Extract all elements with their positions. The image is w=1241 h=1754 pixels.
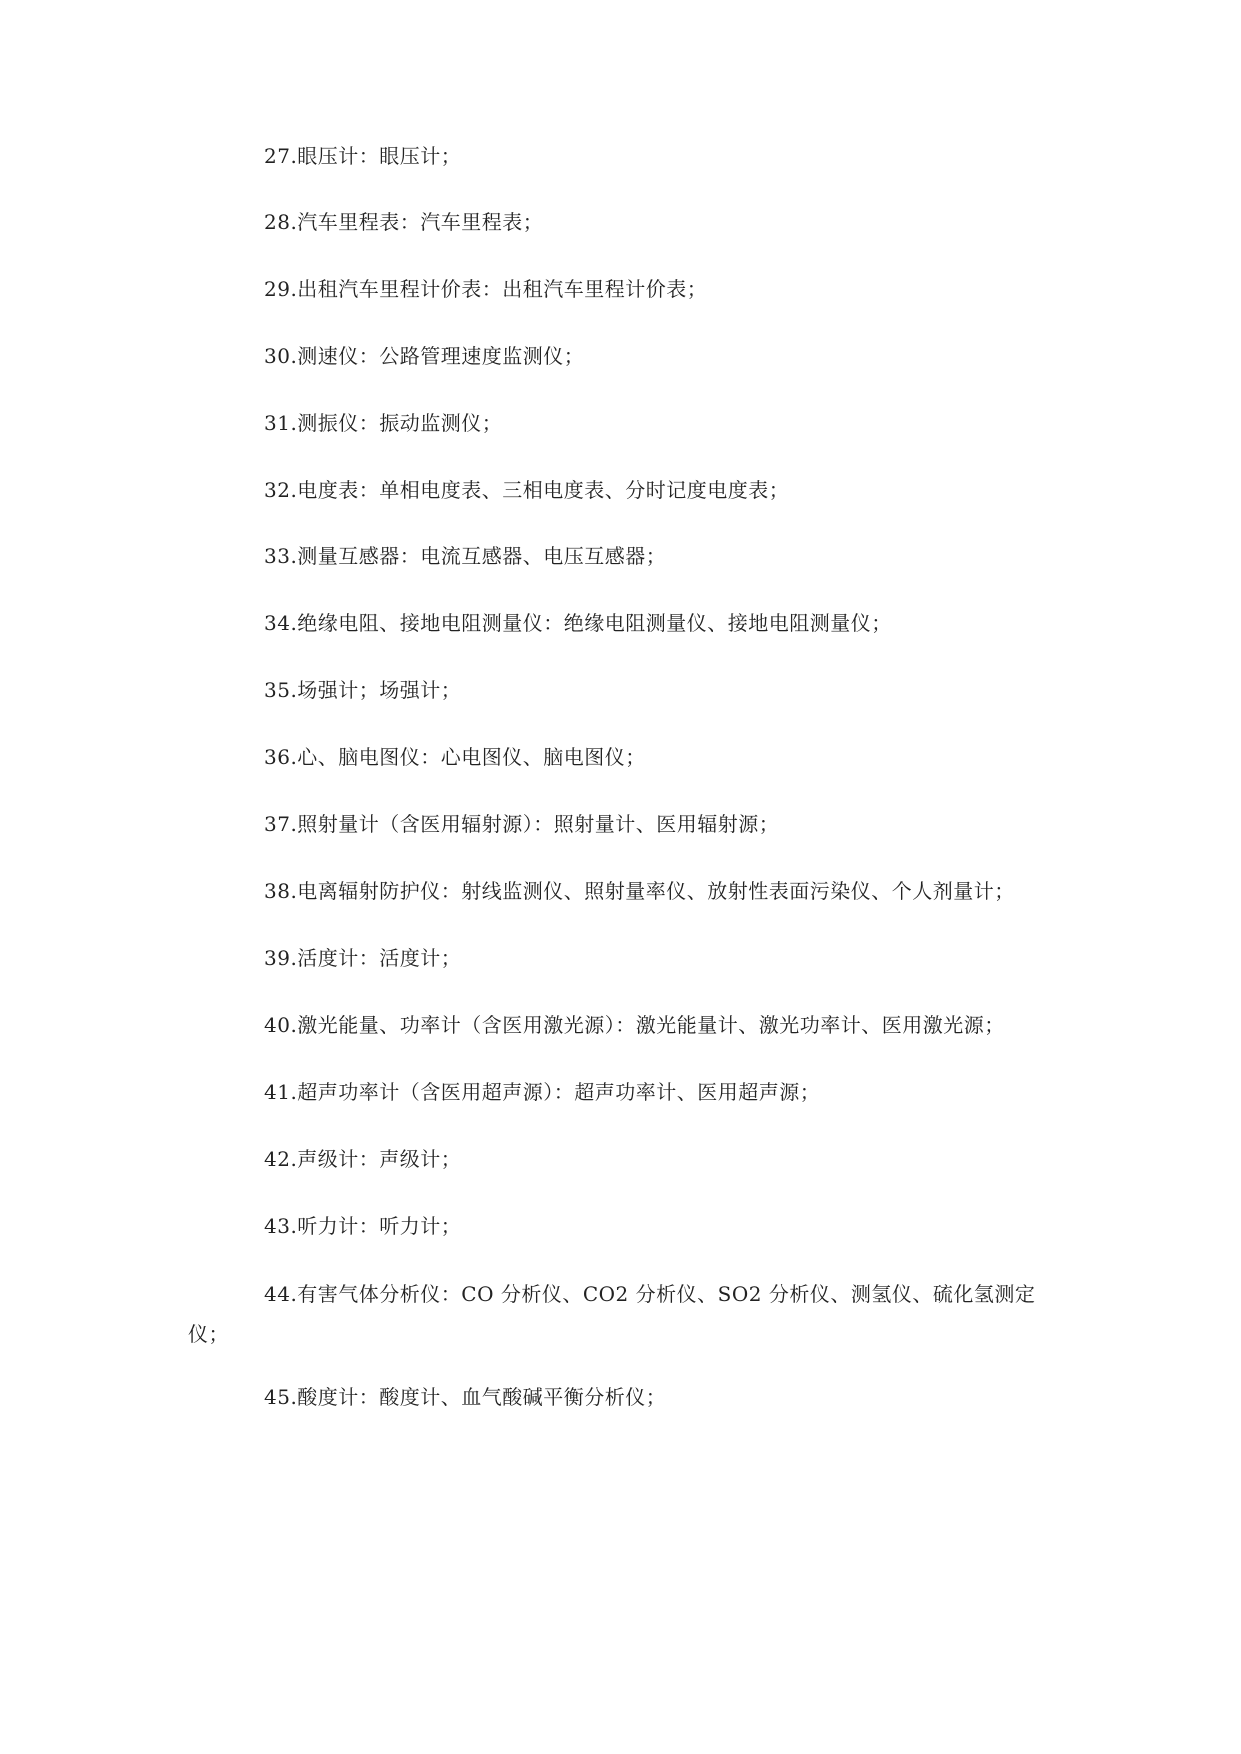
list-item: 39.活度计：活度计； [264,946,462,970]
list-item: 43.听力计：听力计； [264,1214,462,1238]
list-item: 40.激光能量、功率计（含医用激光源）：激光能量计、激光功率计、医用激光源； [264,1013,1005,1037]
list-item: 30.测速仪：公路管理速度监测仪； [264,344,585,368]
list-item: 42.声级计：声级计； [264,1147,462,1171]
list-item: 37.照射量计（含医用辐射源）：照射量计、医用辐射源； [264,812,780,836]
list-item: 31.测振仪：振动监测仪； [264,411,503,435]
list-item: 44.有害气体分析仪：CO 分析仪、CO2 分析仪、SO2 分析仪、测氢仪、硫化氢测定仪； [188,1282,1036,1346]
list-item: 27.眼压计：眼压计； [264,144,462,168]
list-item: 41.超声功率计（含医用超声源）：超声功率计、医用超声源； [264,1080,821,1104]
list-item: 28.汽车里程表：汽车里程表； [264,210,544,234]
list-item: 35.场强计；场强计； [264,678,462,702]
list-item: 34.绝缘电阻、接地电阻测量仪：绝缘电阻测量仪、接地电阻测量仪； [264,611,892,635]
list-item: 36.心、脑电图仪：心电图仪、脑电图仪； [264,745,646,769]
list-item: 45.酸度计：酸度计、血气酸碱平衡分析仪； [264,1385,667,1409]
list-item: 29.出租汽车里程计价表：出租汽车里程计价表； [264,277,708,301]
list-item: 32.电度表：单相电度表、三相电度表、分时记度电度表； [264,478,790,502]
list-item: 38.电离辐射防护仪：射线监测仪、照射量率仪、放射性表面污染仪、个人剂量计； [264,879,1015,903]
list-item: 33.测量互感器：电流互感器、电压互感器； [264,544,667,568]
